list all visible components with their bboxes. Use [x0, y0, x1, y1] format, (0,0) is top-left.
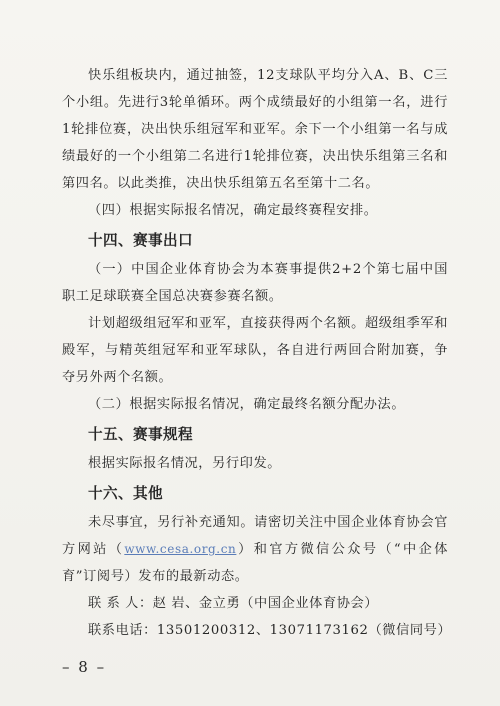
paragraph-quota-allocation: （二）根据实际报名情况，确定最终名额分配办法。 [88, 397, 406, 412]
document-body [62, 62, 452, 644]
contact-person: 联 系 人：赵 岩、金立勇（中国企业体育协会） [88, 596, 379, 611]
contact-phone: 联系电话：13501200312、13071173162（微信同号） [88, 623, 452, 638]
paragraph-quota: （一）中国企业体育协会为本赛事提供2+2个第七届中国职工足球联赛全国总决赛参赛名额。 [62, 262, 448, 304]
paragraph-group-format: 快乐组板块内，通过抽签，12支球队平均分入A、B、C三个小组。先进行3轮单循环。两个成绩最好的小组第一名，进行1轮排位赛，决出快乐组冠军和亚军。余下一个小组第一名与成绩最好的一个小组第二名进行1轮排位赛，决出快乐组第三名和第四名。以此类推，决出快乐组第五名至第十二名。 [62, 68, 448, 191]
section-heading-16: 十六、其他 [88, 485, 163, 502]
website-link[interactable]: www.cesa.org.cn [124, 542, 237, 556]
paragraph-quota-plan: 计划超级组冠军和亚军，直接获得两个名额。超级组季军和殿军，与精英组冠军和亚军球队，各自进行两回合附加赛，争夺另外两个名额。 [62, 316, 448, 385]
page-number: – 8 – [62, 658, 107, 676]
section-heading-15: 十五、赛事规程 [88, 426, 193, 443]
paragraph-schedule-note: （四）根据实际报名情况，确定最终赛程安排。 [88, 203, 378, 218]
paragraph-notice [62, 509, 448, 590]
notice-text-end: ）和官方微信公众号（“中企体育”订阅号）发布的最新动态。 [62, 542, 448, 584]
notice-text-start: 未尽事宜，另行补充通知。请密切关注中国企业体育协会官方网站（ [62, 515, 448, 557]
section-heading-14: 十四、赛事出口 [88, 232, 193, 249]
paragraph-regulations: 根据实际报名情况，另行印发。 [88, 456, 282, 471]
